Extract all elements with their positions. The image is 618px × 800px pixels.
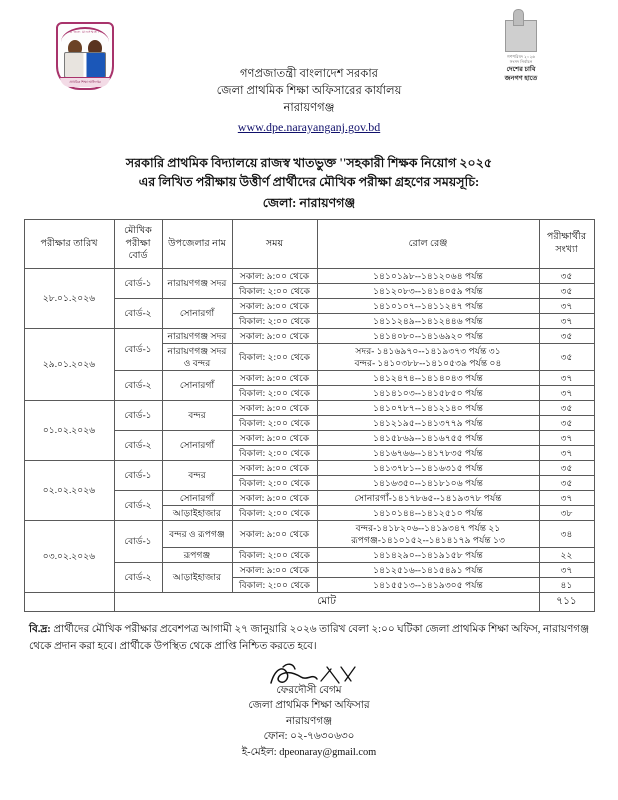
cell-candidate-count: ৩৭ xyxy=(539,445,594,460)
cell-candidate-count: ৩৮ xyxy=(539,505,594,520)
contact-email: ই-মেইল: dpeonaray@gmail.com xyxy=(241,746,377,758)
gov-line-district: নারায়ণগঞ্জ xyxy=(283,102,335,114)
cell-upazila-name: নারায়ণগঞ্জ সদর xyxy=(162,268,232,298)
roll-range-line-2: রূপগঞ্জ-১৪১০১৫২--১৪১৪১৭৯ পর্যন্ত ১৩ xyxy=(351,534,505,545)
cell-candidate-count: ৩৫ xyxy=(539,268,594,283)
col-exam-date: পরীক্ষার তারিখ xyxy=(24,220,114,269)
cell-candidate-count: ৩৭ xyxy=(539,430,594,445)
cell-roll-range: সোনারগাঁ-১৪১৭৮৬৫--১৪১৯৩৭৮ পর্যন্ত xyxy=(317,490,539,505)
cell-roll-range: ১৪১০১৯৮--১৪১২০৬৪ পর্যন্ত xyxy=(317,268,539,283)
cell-upazila-name: বন্দর xyxy=(162,460,232,490)
cell-candidate-count: ৩৭ xyxy=(539,490,594,505)
schedule-table-body xyxy=(24,268,594,611)
cell-viva-board: বোর্ড-১ xyxy=(114,268,162,298)
cell-roll-range: ১৪১০৭৮৭--১৪১২১৪০ পর্যন্ত xyxy=(317,400,539,415)
cell-viva-board: বোর্ড-২ xyxy=(114,490,162,520)
cell-upazila-name: নারায়ণগঞ্জ সদর xyxy=(162,328,232,343)
total-value: ৭১১ xyxy=(539,592,594,611)
note-section xyxy=(29,621,589,655)
cell-upazila-name: নারায়ণগঞ্জ সদর ও বন্দর xyxy=(162,343,232,370)
cell-viva-board: বোর্ড-১ xyxy=(114,400,162,430)
signer-designation: জেলা প্রাথমিক শিক্ষা অফিসার xyxy=(248,700,370,711)
cell-candidate-count: ৩৫ xyxy=(539,400,594,415)
emblem-base-text: প্রাথমিক শিক্ষা অধিদপ্তর xyxy=(60,77,110,87)
cell-upazila-name: রূপগঞ্জ xyxy=(162,547,232,562)
cell-time: সকাল: ৯:০০ থেকে xyxy=(232,298,317,313)
roll-range-line-1: সদর- ১৪১৬৯৭০--১৪১৯৩৭৩ পর্যন্ত ৩১ xyxy=(355,345,501,356)
table-total-row xyxy=(24,592,594,611)
col-viva-board: মৌখিক পরীক্ষা বোর্ড xyxy=(114,220,162,269)
cell-time: বিকাল: ২:০০ থেকে xyxy=(232,385,317,400)
cell-time: বিকাল: ২:০০ থেকে xyxy=(232,343,317,370)
cell-roll-range: ১৪১৬৩৫০--১৪১৮১০৬ পর্যন্ত xyxy=(317,475,539,490)
cell-candidate-count: ৩৭ xyxy=(539,385,594,400)
document-header xyxy=(0,0,618,148)
cell-roll-range: ১৪১১২৪৯--১৪১২৪৪৬ পর্যন্ত xyxy=(317,313,539,328)
cell-upazila-name: আড়াইহাজার xyxy=(162,505,232,520)
cell-viva-board: বোর্ড-১ xyxy=(114,328,162,370)
schedule-table xyxy=(24,219,595,612)
cell-candidate-count: ৩৫ xyxy=(539,415,594,430)
cell-time: সকাল: ৯:০০ থেকে xyxy=(232,400,317,415)
cell-exam-date: ০৩.০২.২০২৬ xyxy=(24,520,114,592)
cell-time: বিকাল: ২:০০ থেকে xyxy=(232,505,317,520)
election-logo-line1: গণপরিষদ ২০২৬ xyxy=(506,54,536,59)
signer-name: ফেরদৌসী বেগম xyxy=(276,684,342,696)
gov-line-office: জেলা প্রাথমিক শিক্ষা অফিসারের কার্যালয় xyxy=(216,85,402,97)
cell-upazila-name: সোনারগাঁ xyxy=(162,370,232,400)
cell-time: সকাল: ৯:০০ থেকে xyxy=(232,268,317,283)
cell-time: সকাল: ৯:০০ থেকে xyxy=(232,562,317,577)
col-time: সময় xyxy=(232,220,317,269)
cell-roll-range xyxy=(317,343,539,370)
government-heading xyxy=(0,66,618,136)
cell-viva-board: বোর্ড-২ xyxy=(114,562,162,592)
cell-upazila-name: বন্দর xyxy=(162,400,232,430)
table-header-row xyxy=(24,220,594,269)
note-text: প্রার্থীদের মৌখিক পরীক্ষার প্রবেশপত্র আগামী ২৭ জানুয়ারি ২০২৬ তারিখ বেলা ২:০০ ঘটিকা জেলা প্রাথমিক শিক্ষা অফিস, নারায়ণগঞ্জ থেকে প্রদান করা হবে। প্রার্থীকে উপস্থিত থেকে প্রাপ্তি নিশ্চিত করতে হবে। xyxy=(29,623,589,652)
cell-time: বিকাল: ২:০০ থেকে xyxy=(232,475,317,490)
cell-time: বিকাল: ২:০০ থেকে xyxy=(232,283,317,298)
cell-viva-board: বোর্ড-২ xyxy=(114,298,162,328)
cell-candidate-count: ৩৫ xyxy=(539,343,594,370)
cell-candidate-count: ২২ xyxy=(539,547,594,562)
total-label: মোট xyxy=(114,592,539,611)
cell-candidate-count: ৪১ xyxy=(539,577,594,592)
title-line-1: সরকারি প্রাথমিক বিদ্যালয়ে রাজস্ব খাতভুক্ত ''সহকারী শিক্ষক নিয়োগ ২০২৫ xyxy=(125,156,493,170)
cell-exam-date: ০১.০২.২০২৬ xyxy=(24,400,114,460)
cell-exam-date: ২৯.০১.২০২৬ xyxy=(24,328,114,400)
emblem-arc-text: সবার জন্য মানসম্মত শিক্ষা xyxy=(61,27,109,42)
cell-roll-range: ১৪১২০৮৩--১৪১৪০৫৯ পর্যন্ত xyxy=(317,283,539,298)
note-label: বি.দ্র: xyxy=(29,623,51,635)
col-roll-range: রোল রেঞ্জ xyxy=(317,220,539,269)
cell-upazila-name: সোনারগাঁ xyxy=(162,430,232,460)
cell-roll-range: ১৪১৪০৮০--১৪১৬৯২০ পর্যন্ত xyxy=(317,328,539,343)
title-district: জেলা: নারায়ণগঞ্জ xyxy=(262,196,356,210)
table-row xyxy=(24,520,594,547)
cell-exam-date: ২৮.০১.২০২৬ xyxy=(24,268,114,328)
cell-candidate-count: ৩৭ xyxy=(539,298,594,313)
signer-district: নারায়ণগঞ্জ xyxy=(285,715,333,727)
cell-roll-range: ১৪১২৪৭৪--১৪১৪০৪৩ পর্যন্ত xyxy=(317,370,539,385)
election-logo-line2: সংসদ নির্বাচন xyxy=(509,59,533,65)
table-row xyxy=(24,328,594,343)
cell-time: সকাল: ৯:০০ থেকে xyxy=(232,328,317,343)
cell-roll-range: ১৪১২১৯৫--১৪১৩৭৭৯ পর্যন্ত xyxy=(317,415,539,430)
table-row xyxy=(24,268,594,283)
cell-candidate-count: ৩৭ xyxy=(539,562,594,577)
cell-time: বিকাল: ২:০০ থেকে xyxy=(232,577,317,592)
cell-time: সকাল: ৯:০০ থেকে xyxy=(232,460,317,475)
contact-phone: ফোন: ০২-৭৬৩০৬৩০ xyxy=(263,731,355,742)
total-blank-cell xyxy=(24,592,114,611)
cell-roll-range: ১৪১৫৮৬৯--১৪১৬৭৫৫ পর্যন্ত xyxy=(317,430,539,445)
signature-block xyxy=(0,661,618,761)
cell-time: বিকাল: ২:০০ থেকে xyxy=(232,547,317,562)
election-logo-line3: দেশের চাবি xyxy=(506,65,536,73)
cell-roll-range: ১৪১৩৭৮১--১৪১৬৩১৫ পর্যন্ত xyxy=(317,460,539,475)
gov-line-republic: গণপ্রজাতন্ত্রী বাংলাদেশ সরকার xyxy=(239,68,379,80)
cell-viva-board: বোর্ড-১ xyxy=(114,520,162,562)
cell-candidate-count: ৩৫ xyxy=(539,475,594,490)
table-row xyxy=(24,460,594,475)
cell-viva-board: বোর্ড-১ xyxy=(114,460,162,490)
cell-candidate-count: ৩৫ xyxy=(539,460,594,475)
col-upazila-name: উপজেলার নাম xyxy=(162,220,232,269)
cell-time: সকাল: ৯:০০ থেকে xyxy=(232,520,317,547)
cell-candidate-count: ৩৭ xyxy=(539,313,594,328)
title-line-2: এর লিখিত পরীক্ষায় উত্তীর্ণ প্রার্থীদের মৌখিক পরীক্ষা গ্রহণের সময়সূচি: xyxy=(138,175,480,189)
cell-time: সকাল: ৯:০০ থেকে xyxy=(232,370,317,385)
cell-time: বিকাল: ২:০০ থেকে xyxy=(232,313,317,328)
cell-upazila-name: আড়াইহাজার xyxy=(162,562,232,592)
roll-range-line-2: বন্দর- ১৪১০৩৮৮--১৪১০৫৩৯ পর্যন্ত ০৪ xyxy=(354,357,502,368)
cell-roll-range: ১৪১৪১০৩--১৪১৫৮৫০ পর্যন্ত xyxy=(317,385,539,400)
cell-roll-range: ১৪১০১৪৪--১৪১২৫১০ পর্যন্ত xyxy=(317,505,539,520)
col-candidate-count: পরীক্ষার্থীর সংখ্যা xyxy=(539,220,594,269)
cell-time: বিকাল: ২:০০ থেকে xyxy=(232,445,317,460)
cell-candidate-count: ৩৫ xyxy=(539,283,594,298)
cell-candidate-count: ৩৪ xyxy=(539,520,594,547)
cell-time: বিকাল: ২:০০ থেকে xyxy=(232,415,317,430)
cell-roll-range xyxy=(317,520,539,547)
page-title xyxy=(0,154,618,213)
cell-roll-range: ১৪১০১০৭--১৪১১২৪৭ পর্যন্ত xyxy=(317,298,539,313)
table-row xyxy=(24,400,594,415)
cell-exam-date: ০২.০২.২০২৬ xyxy=(24,460,114,520)
handwritten-signature xyxy=(209,661,409,687)
roll-range-line-1: বন্দর-১৪১৮২০৬--১৪১৯৩৪৭ পর্যন্ত ২১ xyxy=(355,522,501,533)
cell-roll-range: ১৪১২৫১৬--১৪১৫৪৯১ পর্যন্ত xyxy=(317,562,539,577)
cell-candidate-count: ৩৭ xyxy=(539,370,594,385)
cell-viva-board: বোর্ড-২ xyxy=(114,370,162,400)
cell-time: সকাল: ৯:০০ থেকে xyxy=(232,490,317,505)
cell-roll-range: ১৪১৬৭৬৬--১৪১৭৮৩৫ পর্যন্ত xyxy=(317,445,539,460)
cell-time: সকাল: ৯:০০ থেকে xyxy=(232,430,317,445)
cell-roll-range: ১৪১৪২৯০--১৪১৯১৫৮ পর্যন্ত xyxy=(317,547,539,562)
cell-viva-board: বোর্ড-২ xyxy=(114,430,162,460)
cell-upazila-name: বন্দর ও রূপগঞ্জ xyxy=(162,520,232,547)
ballot-box-icon xyxy=(505,20,537,52)
election-logo-line4: জনগণ হাতে xyxy=(504,74,538,82)
cell-roll-range: ১৪১৫৫১৩--১৪১৯৩০৫ পর্যন্ত xyxy=(317,577,539,592)
cell-candidate-count: ৩৫ xyxy=(539,328,594,343)
cell-upazila-name: সোনারগাঁ xyxy=(162,490,232,505)
cell-upazila-name: সোনারগাঁ xyxy=(162,298,232,328)
website-link[interactable]: www.dpe.narayanganj.gov.bd xyxy=(237,120,381,134)
